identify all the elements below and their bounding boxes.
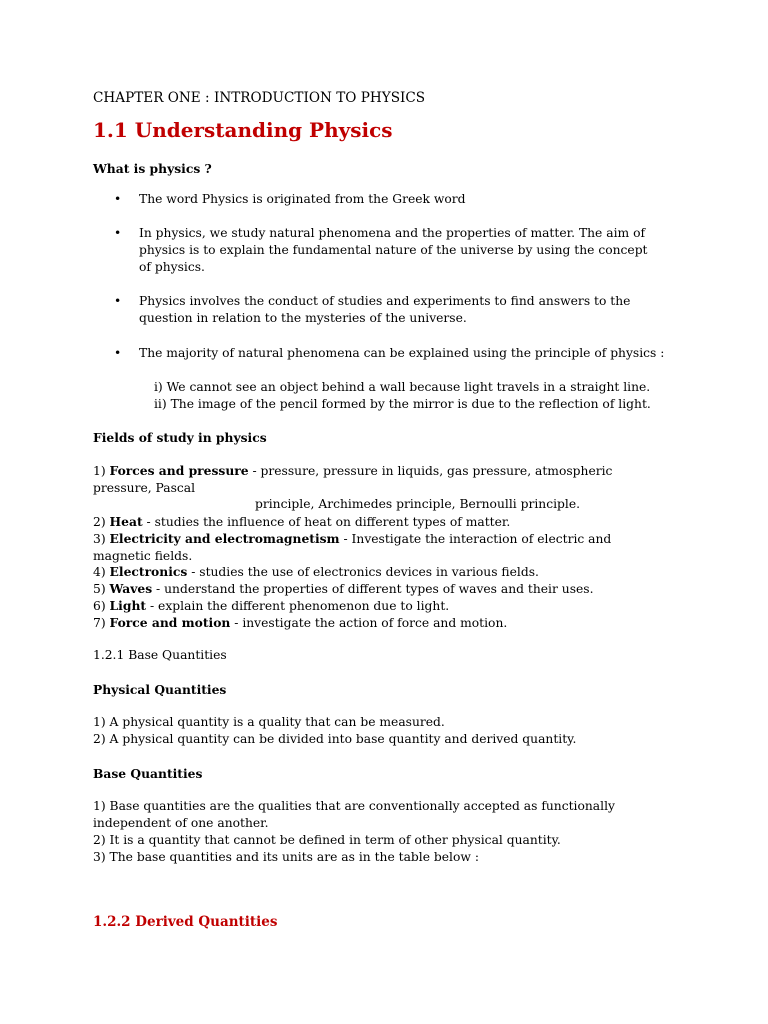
field-item-4 <box>93 563 539 581</box>
bullet-item-3 <box>114 293 634 327</box>
bullet-item-4 <box>114 345 694 362</box>
base-quantities-section-heading: 1.2.1 Base Quantities <box>93 648 227 662</box>
field-term: Forces and pressure <box>109 463 249 478</box>
field-term: Light <box>109 598 147 613</box>
example-line-1: i) We cannot see an object behind a wall because light travels in a straight line. <box>154 380 651 394</box>
field-number: 4) <box>93 565 110 579</box>
fields-heading: Fields of study in physics <box>93 430 267 445</box>
bullet-item-2 <box>114 225 654 276</box>
derived-quantities-title: 1.2.2 Derived Quantities <box>93 914 278 930</box>
base-quantities-heading: Base Quantities <box>93 766 203 781</box>
field-term: Electronics <box>109 564 188 579</box>
field-description: - explain the different phenomenon due to light. <box>146 599 450 613</box>
physical-quantity-item-1: 1) A physical quantity is a quality that can be measured. <box>93 715 445 729</box>
physical-quantity-item-2: 2) A physical quantity can be divided into base quantity and derived quantity. <box>93 732 577 746</box>
bullet-icon: • <box>114 294 122 308</box>
field-number: 6) <box>93 599 110 613</box>
field-description: - studies the use of electronics devices in various fields. <box>187 565 539 579</box>
bullet-text: The majority of natural phenomena can be explained using the principle of physics : <box>139 346 665 360</box>
bullet-icon: • <box>114 226 122 240</box>
field-item-5 <box>93 580 594 598</box>
bullet-text: In physics, we study natural phenomena and the properties of matter. The aim of physics is to explain the fundamental nature of the universe by using the concept of physics. <box>139 226 648 274</box>
field-description: - Investigate the interaction of electric and magnetic fields. <box>93 532 612 563</box>
bullet-item-1 <box>114 191 674 208</box>
field-number: 2) <box>93 515 110 529</box>
field-description: - studies the influence of heat on different types of matter. <box>142 515 511 529</box>
field-number: 7) <box>93 616 110 630</box>
base-quantity-item-3: 3) The base quantities and its units are as in the table below : <box>93 850 479 864</box>
section-title: 1.1 Understanding Physics <box>93 118 393 142</box>
bullet-text: The word Physics is originated from the Greek word <box>139 192 466 206</box>
field-item-1 <box>93 462 668 497</box>
field-item-7 <box>93 614 507 632</box>
field-item-2 <box>93 513 510 531</box>
base-quantity-item-1: 1) Base quantities are the qualities that are conventionally accepted as functionally independent of one another. <box>93 799 615 830</box>
physical-quantities-heading: Physical Quantities <box>93 682 227 697</box>
example-line-2: ii) The image of the pencil formed by the mirror is due to the reflection of light. <box>154 397 651 411</box>
bullet-icon: • <box>114 192 122 206</box>
what-is-physics-heading: What is physics ? <box>93 161 212 176</box>
field-number: 5) <box>93 582 110 596</box>
chapter-heading: CHAPTER ONE : INTRODUCTION TO PHYSICS <box>93 90 426 106</box>
field-number: 3) <box>93 532 110 546</box>
field-item-3 <box>93 530 663 565</box>
field-term: Electricity and electromagnetism <box>109 531 340 546</box>
base-quantity-item-2: 2) It is a quantity that cannot be defined in term of other physical quantity. <box>93 833 561 847</box>
field-description: - pressure, pressure in liquids, gas pressure, atmospheric pressure, Pascal <box>93 464 613 495</box>
field-1-continuation: principle, Archimedes principle, Bernoulli principle. <box>255 497 581 511</box>
field-term: Force and motion <box>109 615 231 630</box>
bullet-icon: • <box>114 346 122 360</box>
field-term: Waves <box>109 581 153 596</box>
field-description: - understand the properties of different types of waves and their uses. <box>152 582 594 596</box>
field-description: - investigate the action of force and motion. <box>230 616 508 630</box>
field-term: Heat <box>109 514 143 529</box>
field-number: 1) <box>93 464 110 478</box>
field-item-6 <box>93 597 449 615</box>
bullet-text: Physics involves the conduct of studies and experiments to find answers to the question in relation to the mysteries of the universe. <box>139 294 631 325</box>
